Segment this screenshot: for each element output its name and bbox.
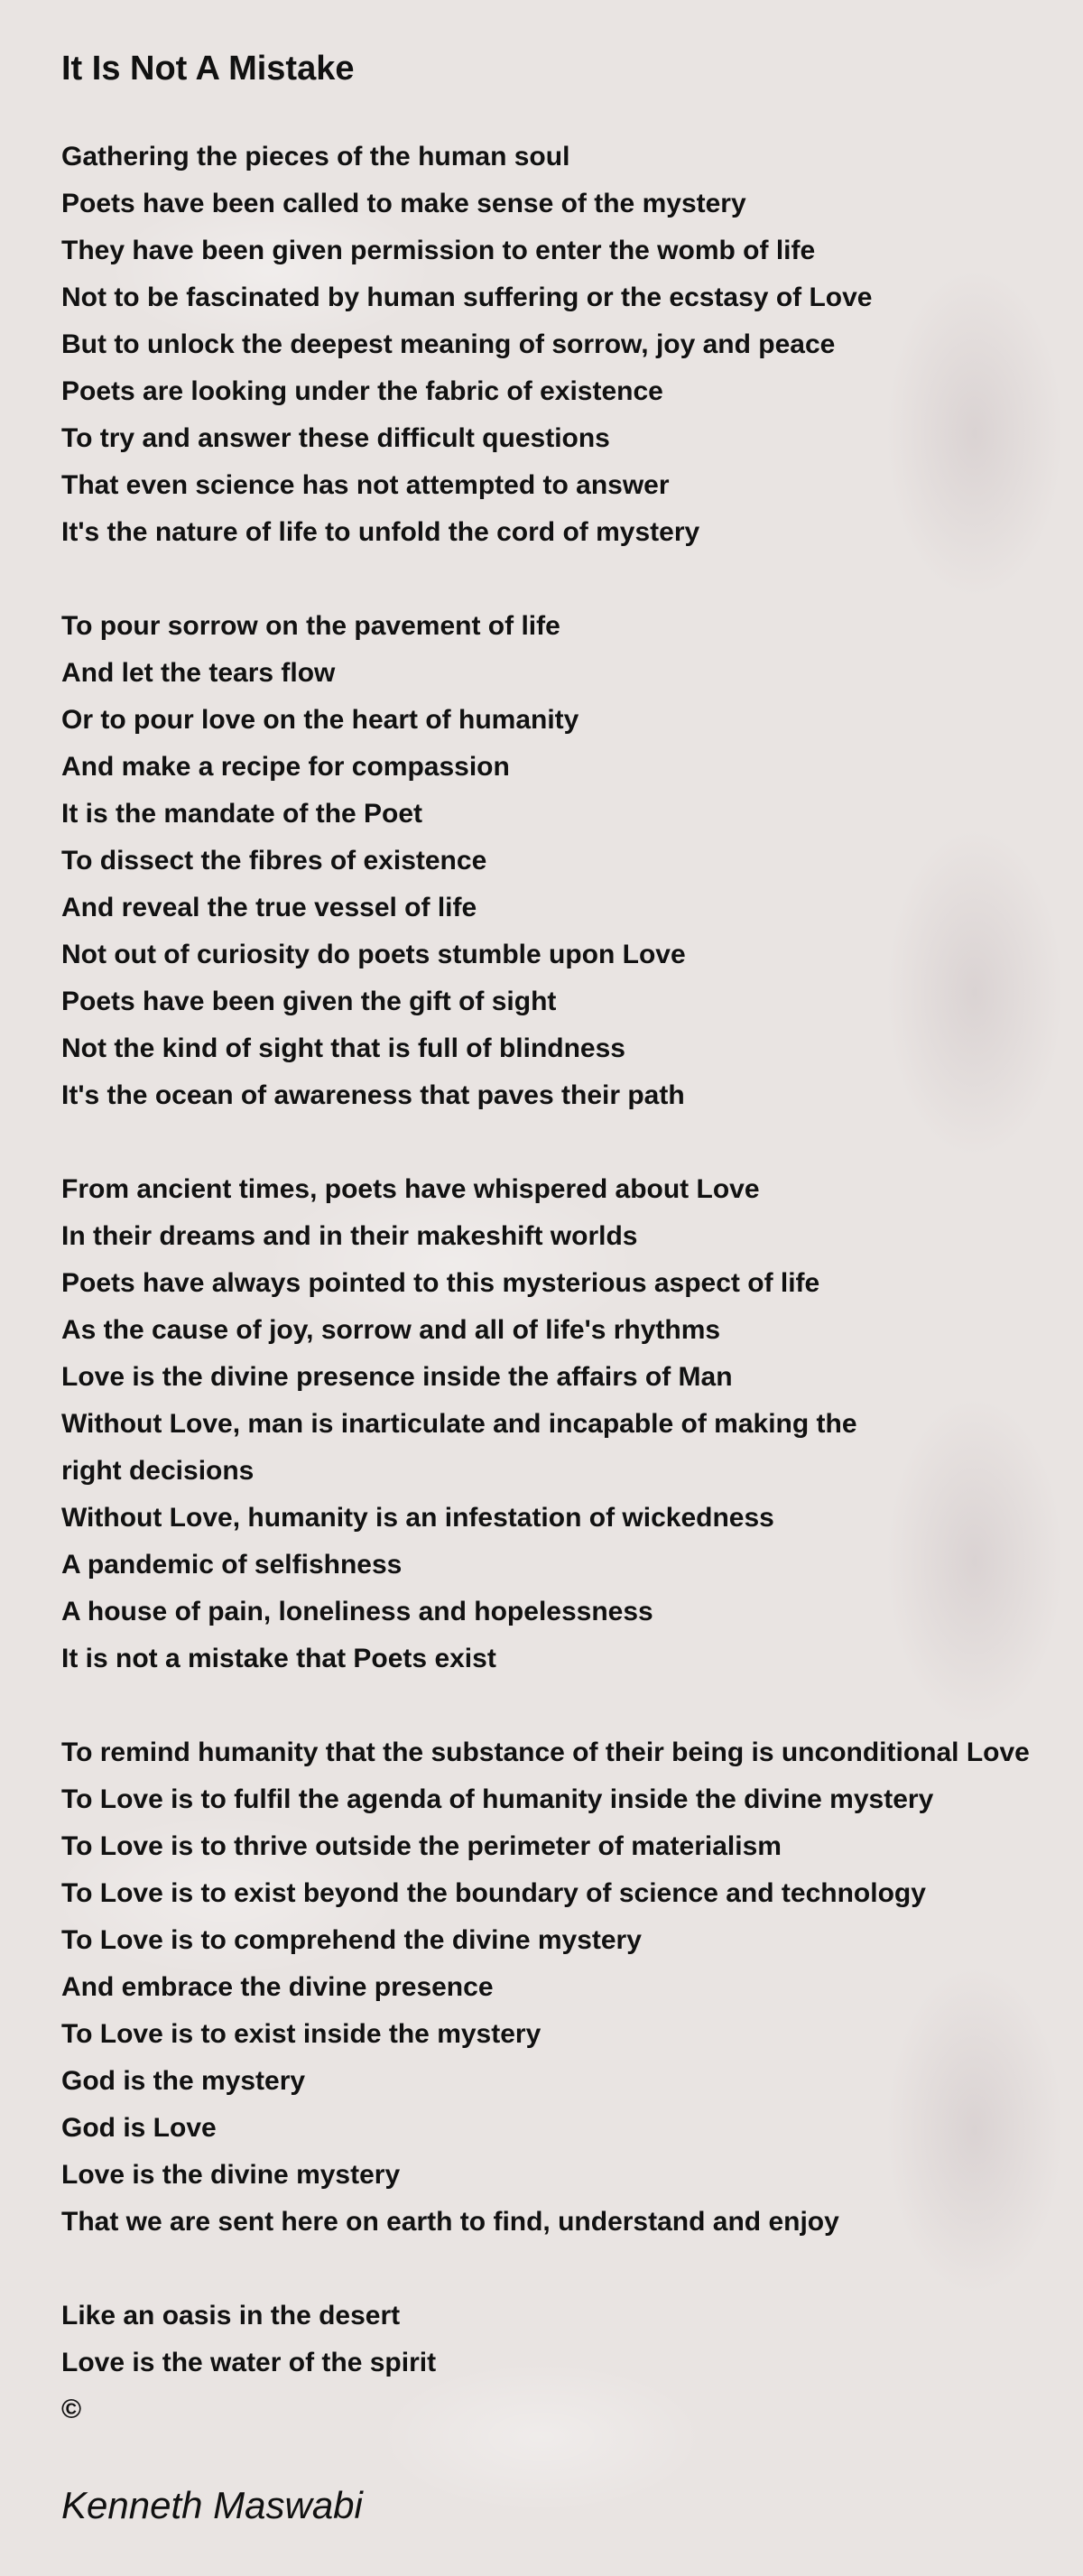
poem-line: Poets have been given the gift of sight: [61, 987, 557, 1016]
poem-line: It's the ocean of awareness that paves their path: [61, 1080, 685, 1110]
poem-line: Not the kind of sight that is full of blindness: [61, 1033, 625, 1063]
poem-line: To pour sorrow on the pavement of life: [61, 611, 560, 641]
poem-author[interactable]: Kenneth Maswabi: [61, 2484, 363, 2526]
poem-line: And reveal the true vessel of life: [61, 893, 477, 922]
poem-line: To remind humanity that the substance of their being is unconditional Love: [61, 1737, 1030, 1767]
poem-line: God is the mystery: [61, 2066, 306, 2096]
poem-line: Not to be fascinated by human suffering or the ecstasy of Love: [61, 283, 873, 312]
poem-line: God is Love: [61, 2113, 217, 2143]
poem-line: Love is the water of the spirit: [61, 2348, 437, 2377]
stanza: [61, 134, 1083, 556]
poem-line: Not out of curiosity do poets stumble upon Love: [61, 940, 686, 969]
poem-line: A pandemic of selfishness: [61, 1550, 403, 1580]
poem-line: To Love is to exist beyond the boundary of science and technology: [61, 1878, 926, 1908]
poem-line: They have been given permission to enter the womb of life: [61, 236, 816, 265]
poem-line: To dissect the fibres of existence: [61, 846, 487, 876]
poem-line: And let the tears flow: [61, 658, 336, 688]
poem-line: Love is the divine presence inside the affairs of Man: [61, 1362, 733, 1392]
poem-container: [61, 43, 1083, 2433]
poem-line: To Love is to fulfil the agenda of humanity inside the divine mystery: [61, 1784, 934, 1814]
poem-line: To try and answer these difficult questions: [61, 423, 610, 453]
poem-line: That even science has not attempted to answer: [61, 470, 670, 500]
stanza: [61, 603, 1083, 1119]
poem-line: To Love is to thrive outside the perimeter of materialism: [61, 1831, 782, 1861]
poem-line: And embrace the divine presence: [61, 1972, 494, 2002]
poem-line: But to unlock the deepest meaning of sorrow, joy and peace: [61, 329, 836, 359]
poem-line: It's the nature of life to unfold the cord of mystery: [61, 517, 700, 547]
poem-line: In their dreams and in their makeshift worlds: [61, 1221, 638, 1251]
poem-line: And make a recipe for compassion: [61, 752, 510, 782]
poem-line: It is not a mistake that Poets exist: [61, 1644, 496, 1673]
poem-line: That we are sent here on earth to find, understand and enjoy: [61, 2207, 839, 2237]
poem-line: right decisions: [61, 1456, 255, 1486]
poem-line: Poets have always pointed to this mysterious aspect of life: [61, 1268, 820, 1298]
poem-line: To Love is to exist inside the mystery: [61, 2019, 542, 2049]
poem-line: Poets are looking under the fabric of existence: [61, 376, 663, 406]
poem-line: Gathering the pieces of the human soul: [61, 142, 570, 171]
poem-line: ©: [61, 2395, 82, 2424]
stanza: [61, 2293, 1083, 2433]
poem-line: To Love is to comprehend the divine mystery: [61, 1925, 642, 1955]
stanza: [61, 1166, 1083, 1682]
stanza: [61, 1729, 1083, 2246]
poem-line: Like an oasis in the desert: [61, 2301, 401, 2330]
poem-line: As the cause of joy, sorrow and all of life's rhythms: [61, 1315, 721, 1345]
poem-line: Or to pour love on the heart of humanity: [61, 705, 579, 735]
poem-line: A house of pain, loneliness and hopelessness: [61, 1597, 653, 1626]
poem-line: It is the mandate of the Poet: [61, 799, 423, 829]
poem-line: From ancient times, poets have whispered about Love: [61, 1174, 760, 1204]
poem-line: Without Love, man is inarticulate and incapable of making the: [61, 1409, 857, 1439]
poem-line: Love is the divine mystery: [61, 2160, 401, 2190]
poem-body: [61, 134, 1083, 2433]
poem-line: Without Love, humanity is an infestation of wickedness: [61, 1503, 774, 1533]
poem-line: Poets have been called to make sense of the mystery: [61, 189, 746, 218]
poem-title: It Is Not A Mistake: [61, 50, 355, 88]
